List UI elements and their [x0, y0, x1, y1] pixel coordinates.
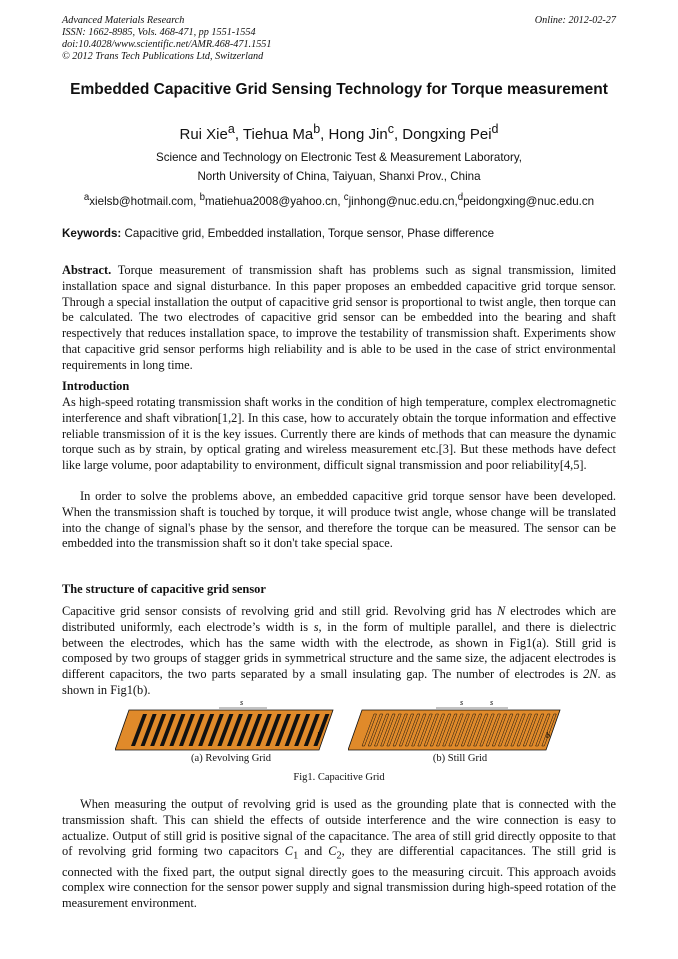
structure-heading: The structure of capacitive grid sensor — [62, 582, 266, 596]
doi-line: doi:10.4028/www.scientific.net/AMR.468-471.1551 — [62, 39, 272, 50]
issn-line: ISSN: 1662-8985, Vols. 468-471, pp 1551-1554 — [62, 27, 256, 38]
label-s-2: s — [490, 698, 494, 707]
email-address[interactable]: jinhong@nuc.edu.cn — [348, 194, 455, 208]
email-address[interactable]: peidongxing@nuc.edu.cn — [463, 194, 595, 208]
paper-title: Embedded Capacitive Grid Sensing Technology for Torque measurement — [70, 81, 608, 98]
label-b: b — [317, 731, 321, 740]
keywords-text: Capacitive grid, Embedded installation, Torque sensor, Phase difference — [124, 227, 495, 240]
author-sup: b — [313, 122, 321, 136]
intro-paragraph-1: As high-speed rotating transmission shaft works in the condition of high temperature, complex electromagnetic interference and shaft vibration[1,2]. In this case, how to accurately obtain the torque information and effective reliable transmission of it is the key issues. Currently there are kinds of methods that can measure the dynamic torque such as by strain, by optical grating and wireless measurement etc.[3]. But these methods have defect like large volume, poor adaptability to environment, difficult signal transmission and poor reliability[4,5]. — [62, 395, 616, 473]
email-sup: a — [83, 192, 90, 203]
journal-name: Advanced Materials Research — [62, 15, 185, 26]
author-name: Dongxing Pei — [402, 126, 492, 143]
author-name: Hong Jin — [328, 126, 388, 143]
label-s-1: s — [460, 698, 464, 707]
author-sup: c — [387, 122, 394, 136]
copyright-line: © 2012 Trans Tech Publications Ltd, Switzerland — [62, 51, 264, 62]
email-address[interactable]: xielsb@hotmail.com — [89, 194, 194, 208]
keywords-label: Keywords: — [62, 227, 122, 240]
caption-revolving-grid: (a) Revolving Grid — [191, 753, 271, 764]
author-name: Rui Xie — [179, 126, 228, 143]
label-s: s — [240, 698, 244, 707]
email-sup: b — [199, 192, 205, 203]
intro-paragraph-2: In order to solve the problems above, an embedded capacitive grid torque sensor have been developed. When the transmission shaft is touched by torque, it will produce twist angle, whose change will be translated into the change of signal's phase by the sensor, and therefore the torque can be measured. The sensor can be embedded into the transmission shaft so it don't take special space. — [62, 489, 616, 551]
email-list: $^a$xielsb@hotmail.com, $^b$matiehua2008@yahoo.cn, $^c$jinhong@nuc.edu.cn,$^d$peidongxing@nuc.edu.cn — [83, 192, 595, 208]
still-grid-figure — [348, 698, 562, 756]
affiliation-line-2: North University of China, Taiyuan, Shanxi Prov., China — [197, 170, 481, 183]
caption-still-grid: (b) Still Grid — [432, 753, 488, 764]
measurement-paragraph: When measuring the output of revolving grid is used as the grounding plate that is connected with the transmission shaft. This can shield the effects of outside interference and the wire connection is easy to actualize. Output of still grid is positive signal of the capacitance. The area of still grid directly opposite to that of revolving grid forming two capacitors $C_1$ and $C_2$, they are differential capacitances. The still grid is connected with the fixed part, the output signal directly goes to the measuring circuit. This approach avoids complex wire connection for the sensor power supply and signal transmission during high-speed rotation of the measurement environment. — [62, 797, 616, 911]
online-date: Online: 2012-02-27 — [534, 15, 616, 26]
author-sup: a — [227, 122, 235, 136]
abstract — [62, 263, 616, 374]
affiliation-line-1: Science and Technology on Electronic Test & Measurement Laboratory, — [155, 151, 523, 164]
author-list: Rui Xie$^a$, Tiehua Ma$^b$, Hong Jin$^c$, Dongxing Pei$^d$ — [179, 122, 499, 143]
introduction-heading: Introduction — [62, 379, 130, 393]
author-name: Tiehua Ma — [242, 126, 314, 143]
author-sup: d — [491, 122, 499, 136]
running-header — [62, 15, 271, 63]
email-address[interactable]: matiehua2008@yahoo.cn — [205, 194, 338, 208]
abstract-label: Abstract. — [62, 263, 112, 277]
figure-caption: Fig1. Capacitive Grid — [293, 772, 385, 783]
label-b: b — [546, 731, 550, 740]
revolving-grid-figure — [115, 698, 335, 756]
email-sup: d — [457, 192, 464, 203]
keywords — [62, 227, 616, 240]
abstract-text: Torque measurement of transmission shaft has problems such as signal transmission, limited installation space and signal disturbance. In this paper proposes an embedded capacitive grid torque sensor. Through a special installation the output of capacitive grid sensor is proportional to twist angle, then torque can be calculated. The two electrodes of capacitive grid sensor can be embedded into the bearing and shaft respectively that reduces installation space, to improve the testability of transmission shaft. Experiments show that capacitive grid sensor performs high reliability and is able to be used in the case of strict environmental requirements in long time. — [62, 263, 616, 372]
structure-paragraph: Capacitive grid sensor consists of revolving grid and still grid. Revolving grid has N electrodes which are distributed uniformly, each electrode’s width is s, in the form of multiple parallel, and there is dielectric between the electrodes, which has the same width with the electrode, as shown in Fig1(a). Still grid is composed by two groups of stagger grids in symmetrical structure and the same size, the adjacent electrodes is different capacitors, the two parts separated by a small insulating gap. The number of electrodes is 2N. as shown in Fig1(b). — [62, 604, 616, 697]
email-sup: c — [343, 192, 349, 203]
